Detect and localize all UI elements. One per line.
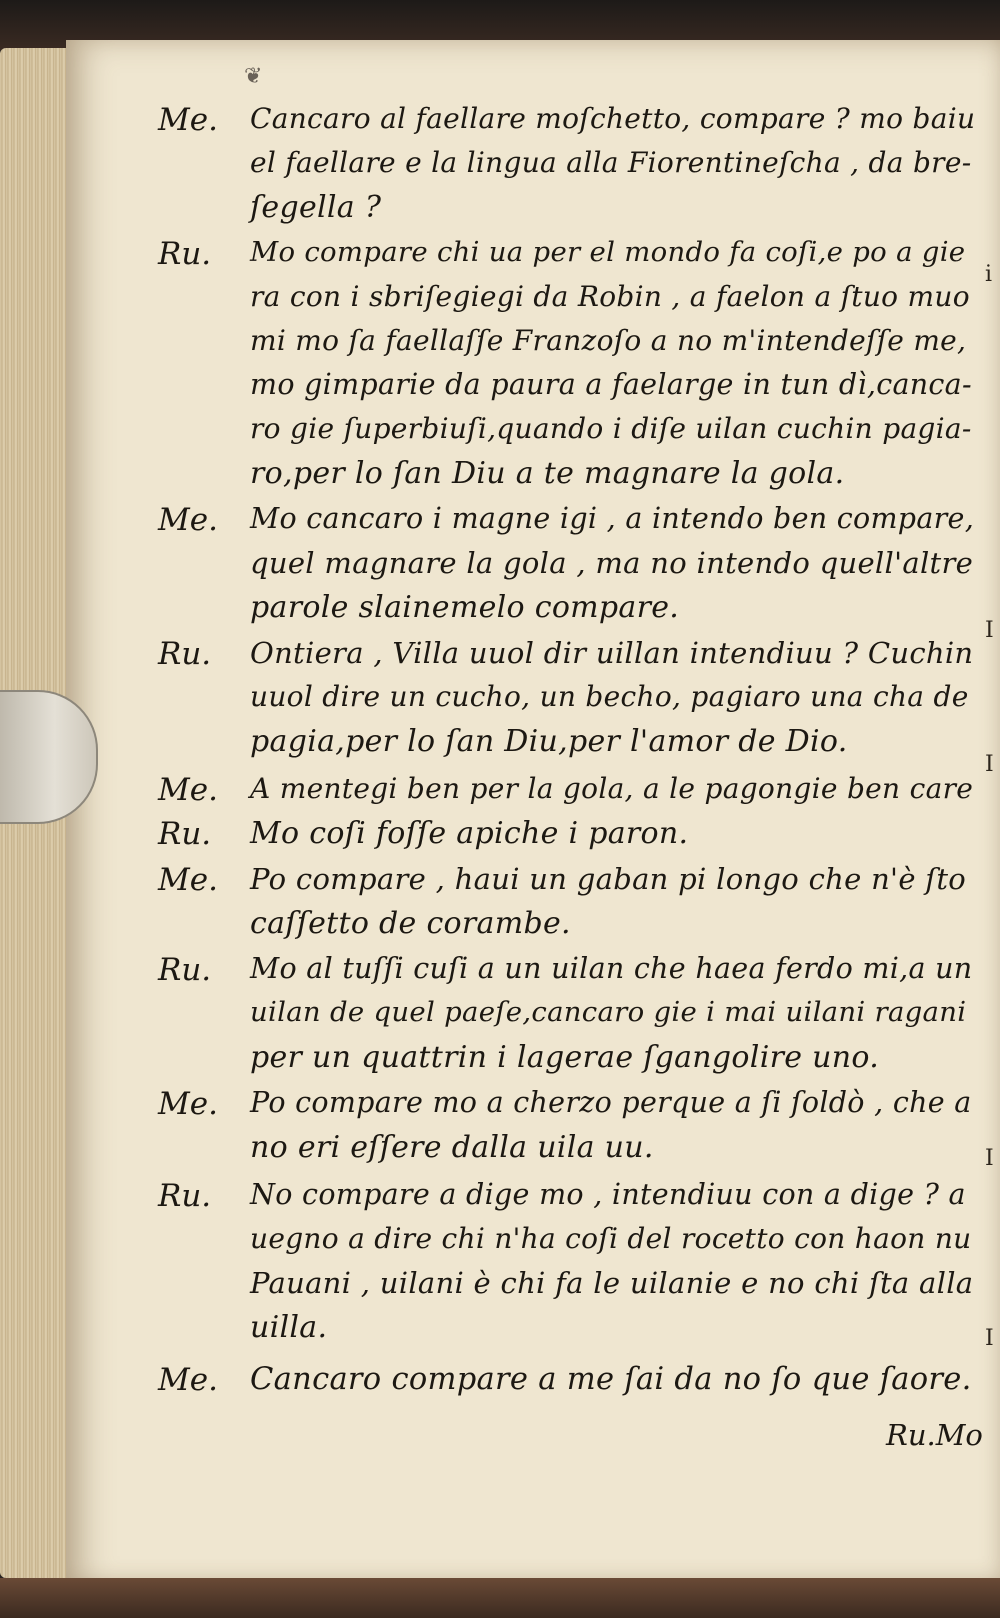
text-line: Mo coſi foſſe apiche i paron. [250,816,689,851]
text-line: No compare a dige mo , intendiuu con a dige ? a [250,1178,966,1211]
text-line: ra con i sbriſegiegi da Robin , a faelon a ſtuo muo [250,280,970,313]
text-line: mi mo ſa faellaſſe Franzoſo a no m'intendeſſe me, [250,324,967,357]
catchword: Ru.Mo [886,1418,983,1452]
speaker-label: Ru. [158,952,212,988]
text-line: uegno a dire chi n'ha coſi del rocetto con haon nu [250,1222,972,1255]
speaker-label: Ru. [158,636,212,672]
text-line: mo gimparie da paura a faelarge in tun dì,canca- [250,368,972,401]
text-line: uilla. [250,1310,328,1345]
text-line: Mo al tuſſi cuſi a un uilan che haea ferdo mi,a un [250,952,973,985]
page-ornament: ❦ [244,64,263,89]
margin-fragment: i [985,262,993,287]
text-line: ſegella ? [250,190,382,225]
speaker-label: Me. [158,1362,218,1398]
text-line: caſſetto de corambe. [250,906,571,941]
text-line: per un quattrin i lagerae ſgangolire uno. [250,1040,880,1075]
text-line: Cancaro compare a me ſai da no ſo que ſaore. [250,1362,972,1397]
text-line: Po compare , haui un gaban pi longo che n'è ſto [250,862,967,896]
text-line: quel magnare la gola , ma no intendo quell'altre [250,546,974,580]
margin-fragment: I [985,1326,994,1351]
speaker-label: Me. [158,772,218,808]
speaker-label: Me. [158,862,218,898]
text-line: no eri eſſere dalla uila uu. [250,1130,654,1165]
text-line: ro gie ſuperbiuſi,quando i diſe uilan cuchin pagia- [250,412,972,445]
text-line: pagia,per lo ſan Diu,per l'amor de Dio. [250,724,848,759]
book-bottom-edge [0,1578,1000,1618]
text-line: A mentegi ben per la gola, a le pagongie ben care [250,772,974,805]
speaker-label: Ru. [158,236,212,272]
text-line: parole slainemelo compare. [250,590,680,625]
speaker-label: Me. [158,502,218,538]
speaker-label: Me. [158,102,218,138]
text-line: uilan de quel paeſe,cancaro gie i mai uilani ragani [250,996,967,1028]
speaker-label: Ru. [158,816,212,852]
text-line: Po compare mo a cherzo perque a ſi ſoldò , che a [250,1086,972,1119]
text-line: uuol dire un cucho, un becho, pagiaro una cha de [250,680,969,713]
text-line: Pauani , uilani è chi fa le uilanie e no chi ſta alla [250,1266,974,1300]
speaker-label: Me. [158,1086,218,1122]
text-line: el faellare e la lingua alla Fiorentineſcha , da bre- [250,146,972,179]
text-line: Cancaro al faellare moſchetto, compare ? mo baiu [250,102,976,135]
text-line: ro,per lo ſan Diu a te magnare la gola. [250,456,845,491]
margin-fragment: I [985,618,994,643]
speaker-label: Ru. [158,1178,212,1214]
text-line: Mo compare chi ua per el mondo fa coſi,e po a gie [250,236,966,268]
text-line: Mo cancaro i magne igi , a intendo ben compare, [250,502,975,535]
margin-fragment: I [985,752,994,777]
text-line: Ontiera , Villa uuol dir uillan intendiuu ? Cuchin [250,636,974,670]
margin-fragment: I [985,1146,994,1171]
